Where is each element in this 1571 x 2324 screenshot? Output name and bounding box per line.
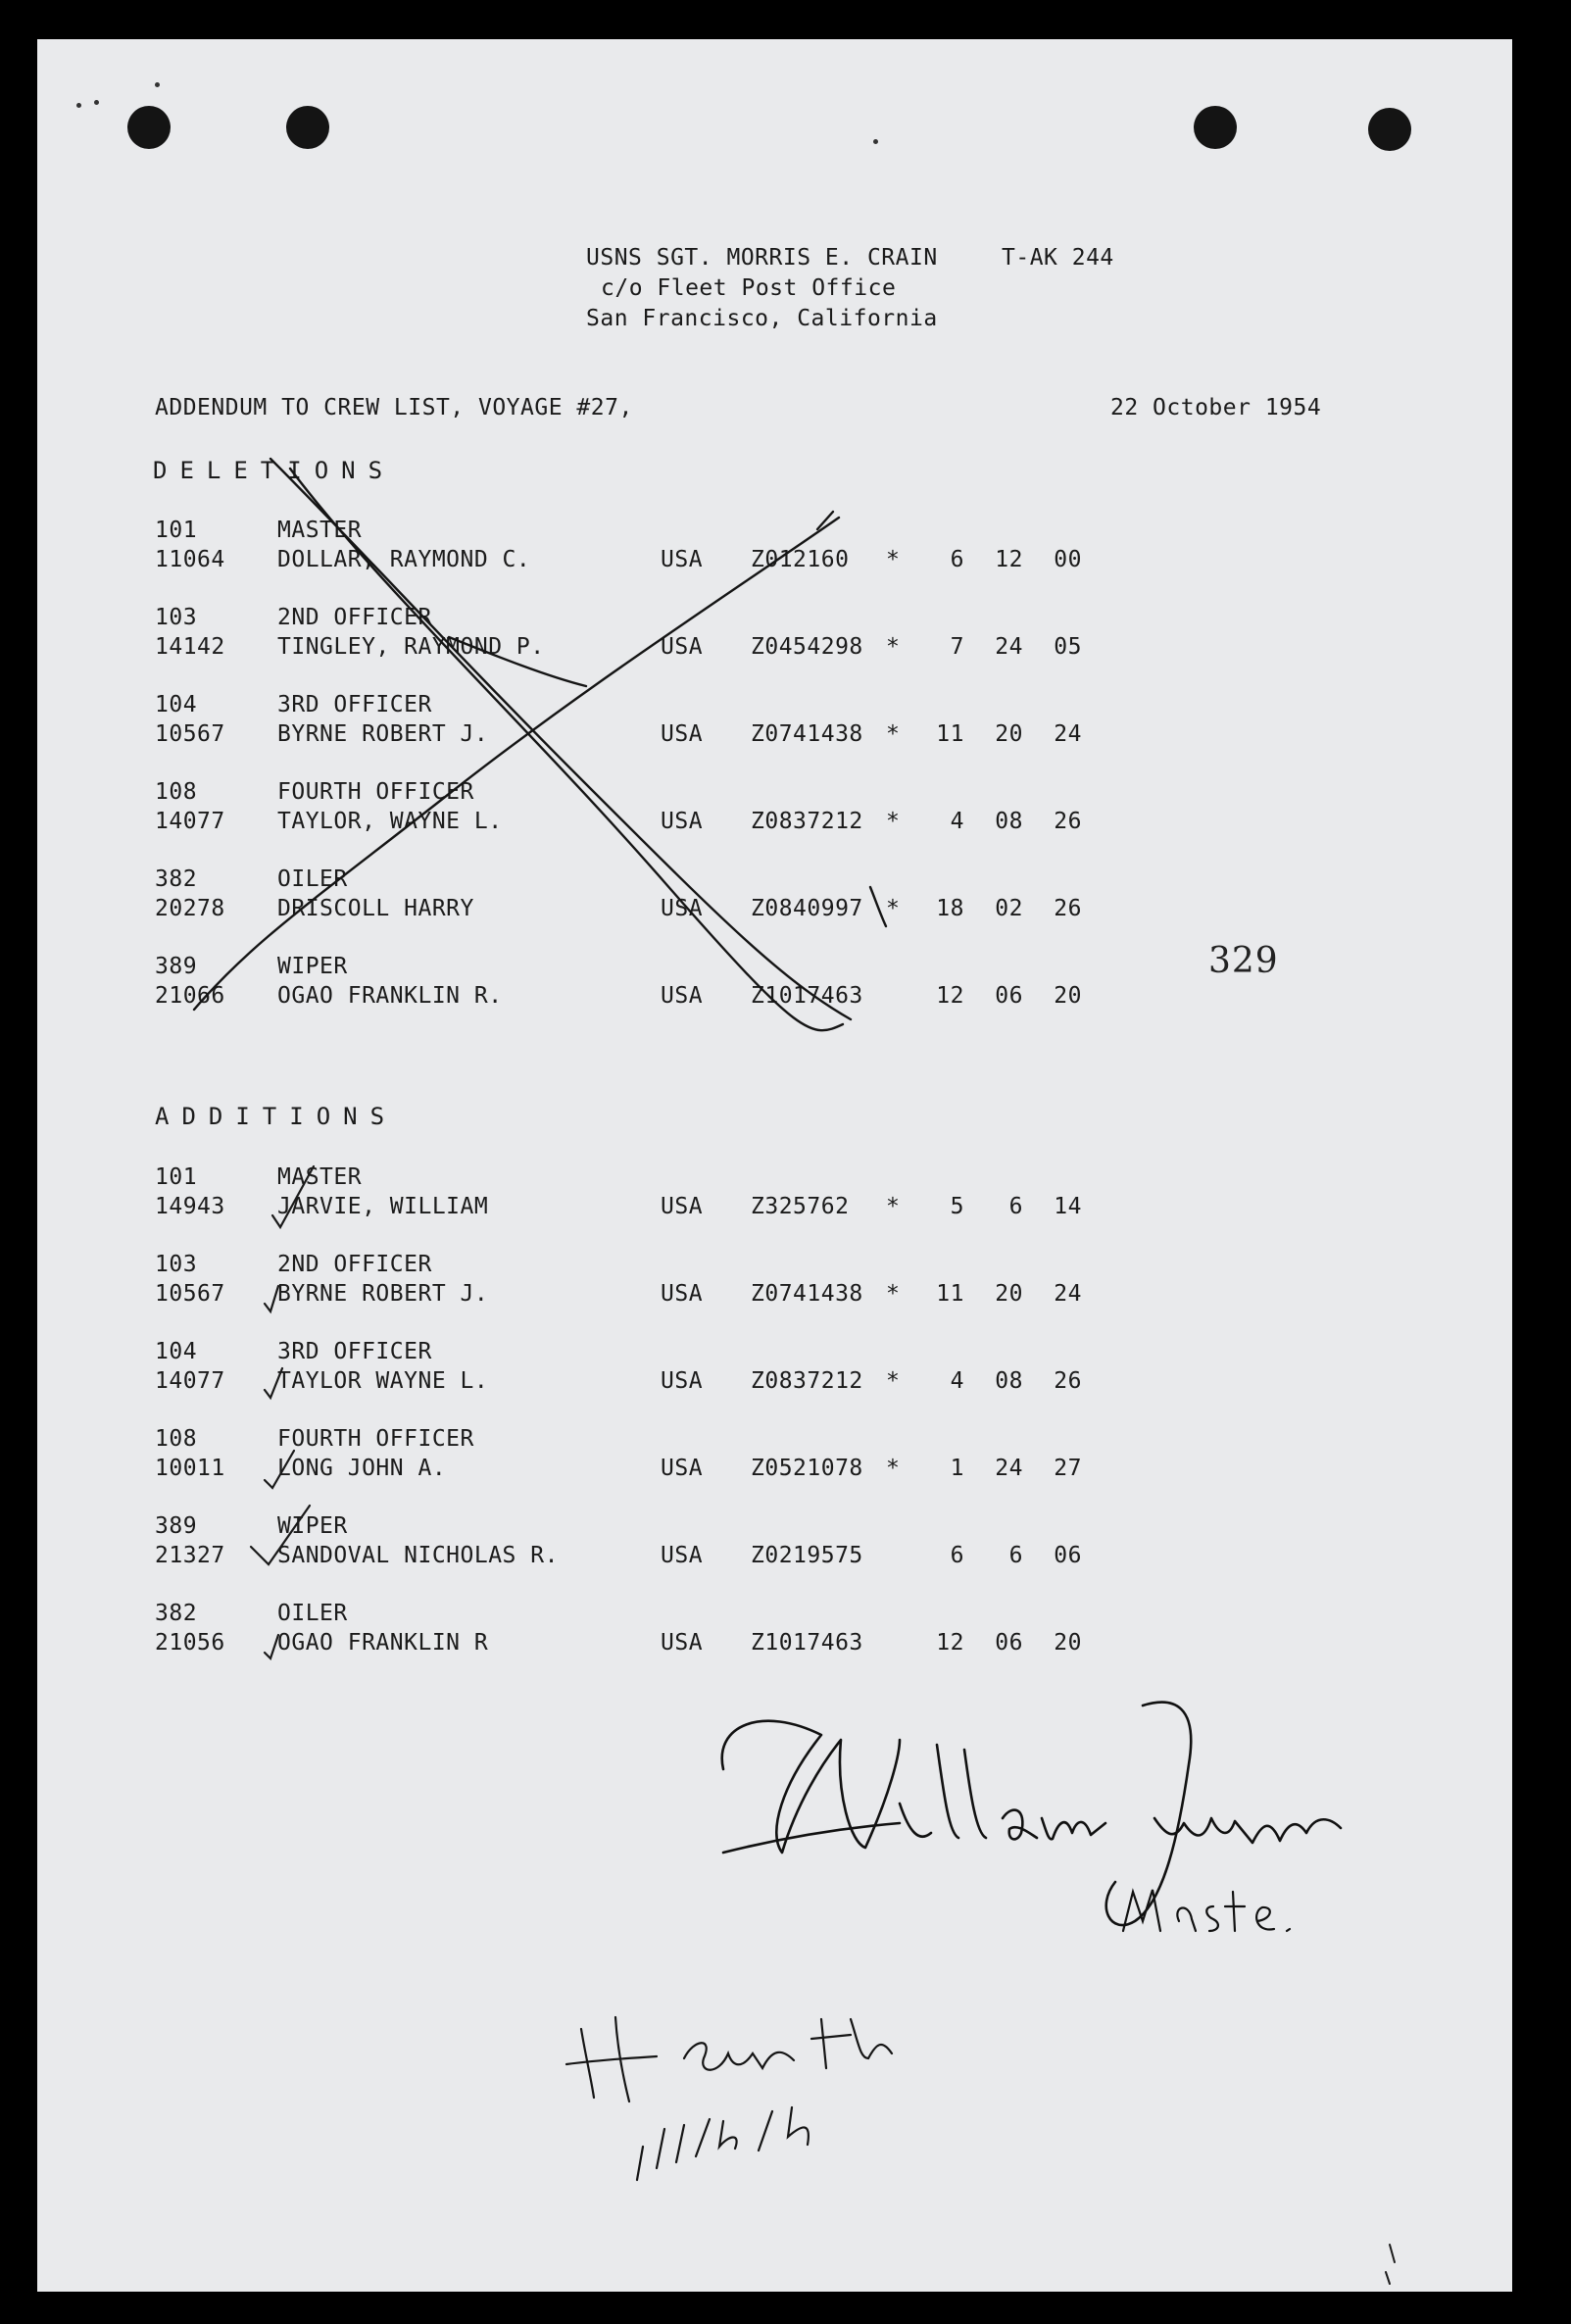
crew-position: 2ND OFFICER xyxy=(277,1252,432,1277)
crew-code: 108 xyxy=(155,1426,198,1452)
additions-heading: ADDITIONS xyxy=(155,1103,398,1130)
crew-position: MASTER xyxy=(277,518,363,543)
crew-code: 108 xyxy=(155,779,198,805)
crew-position: WIPER xyxy=(277,1513,348,1539)
crew-mark: * xyxy=(886,721,901,747)
initials-date xyxy=(637,2107,809,2180)
crew-nationality: USA xyxy=(661,896,704,921)
crew-value-1: 6 xyxy=(950,547,964,572)
crew-number: 14077 xyxy=(155,809,225,834)
crew-number: 20278 xyxy=(155,896,225,921)
handwriting-overlay xyxy=(37,39,1512,2292)
crew-value-3: 06 xyxy=(1054,1543,1082,1568)
crew-nationality: USA xyxy=(661,547,704,572)
crew-name: TAYLOR, WAYNE L. xyxy=(277,809,503,834)
crew-z-number: Z0219575 xyxy=(751,1543,863,1568)
crew-value-1: 6 xyxy=(950,1543,964,1568)
document-page xyxy=(37,39,1512,2292)
crew-position: 3RD OFFICER xyxy=(277,1339,432,1364)
crew-z-number: Z0454298 xyxy=(751,634,863,660)
crew-value-1: 5 xyxy=(950,1194,964,1219)
crew-code: 101 xyxy=(155,518,198,543)
crew-number: 11064 xyxy=(155,547,225,572)
crew-number: 14077 xyxy=(155,1368,225,1394)
crew-nationality: USA xyxy=(661,721,704,747)
crew-number: 10567 xyxy=(155,1281,225,1307)
document-date: 22 October 1954 xyxy=(1110,395,1322,420)
margin-mark xyxy=(1386,2245,1395,2284)
document-title: ADDENDUM TO CREW LIST, VOYAGE #27, xyxy=(155,395,633,420)
crew-number: 10011 xyxy=(155,1456,225,1481)
crew-mark: * xyxy=(886,634,901,660)
deletions-heading: DELETIONS xyxy=(153,457,396,484)
crew-mark: * xyxy=(886,1194,901,1219)
crew-code: 104 xyxy=(155,692,198,717)
crew-code: 382 xyxy=(155,1601,198,1626)
crew-nationality: USA xyxy=(661,1630,704,1656)
crew-mark: * xyxy=(886,1456,901,1481)
crew-value-2: 06 xyxy=(995,1630,1023,1656)
crew-value-2: 02 xyxy=(995,896,1023,921)
crew-position: OILER xyxy=(277,866,348,892)
crew-name: JARVIE, WILLIAM xyxy=(277,1194,489,1219)
crew-value-1: 12 xyxy=(936,1630,964,1656)
crew-mark: * xyxy=(886,547,901,572)
crew-value-2: 12 xyxy=(995,547,1023,572)
crew-value-1: 18 xyxy=(936,896,964,921)
cross-out-stroke xyxy=(290,469,843,1030)
crew-value-2: 20 xyxy=(995,721,1023,747)
crew-number: 21056 xyxy=(155,1630,225,1656)
crew-value-2: 24 xyxy=(995,634,1023,660)
crew-value-2: 24 xyxy=(995,1456,1023,1481)
crew-nationality: USA xyxy=(661,1194,704,1219)
crew-code: 104 xyxy=(155,1339,198,1364)
crew-value-1: 4 xyxy=(950,1368,964,1394)
crew-code: 389 xyxy=(155,954,198,979)
check-mark xyxy=(265,1451,294,1488)
crew-nationality: USA xyxy=(661,634,704,660)
crew-position: 2ND OFFICER xyxy=(277,605,432,630)
crew-value-3: 24 xyxy=(1054,1281,1082,1307)
crew-code: 103 xyxy=(155,1252,198,1277)
crew-value-1: 4 xyxy=(950,809,964,834)
cross-out-stroke xyxy=(449,637,586,686)
crew-name: LONG JOHN A. xyxy=(277,1456,447,1481)
crew-name: BYRNE ROBERT J. xyxy=(277,721,489,747)
crew-value-3: 05 xyxy=(1054,634,1082,660)
crew-mark: * xyxy=(886,809,901,834)
crew-value-2: 08 xyxy=(995,809,1023,834)
crew-name: TINGLEY, RAYMOND P. xyxy=(277,634,545,660)
crew-position: FOURTH OFFICER xyxy=(277,1426,474,1452)
crew-z-number: Z1017463 xyxy=(751,1630,863,1656)
crew-mark: * xyxy=(886,1281,901,1307)
crew-name: DRISCOLL HARRY xyxy=(277,896,474,921)
crew-number: 10567 xyxy=(155,721,225,747)
crew-nationality: USA xyxy=(661,1456,704,1481)
crew-z-number: Z0521078 xyxy=(751,1456,863,1481)
crew-nationality: USA xyxy=(661,809,704,834)
crew-position: WIPER xyxy=(277,954,348,979)
crew-z-number: Z0837212 xyxy=(751,1368,863,1394)
signature-william-jarvie xyxy=(722,1703,1341,1925)
crew-position: 3RD OFFICER xyxy=(277,692,432,717)
crew-nationality: USA xyxy=(661,1543,704,1568)
crew-value-2: 20 xyxy=(995,1281,1023,1307)
crew-value-1: 1 xyxy=(950,1456,964,1481)
crew-number: 14142 xyxy=(155,634,225,660)
crew-value-3: 24 xyxy=(1054,721,1082,747)
crew-name: SANDOVAL NICHOLAS R. xyxy=(277,1543,559,1568)
check-mark xyxy=(265,1368,282,1398)
crew-z-number: Z0741438 xyxy=(751,721,863,747)
crew-value-1: 12 xyxy=(936,983,964,1009)
crew-code: 101 xyxy=(155,1164,198,1190)
page-number: 329 xyxy=(1208,941,1279,981)
crew-nationality: USA xyxy=(661,983,704,1009)
crew-z-number: Z0741438 xyxy=(751,1281,863,1307)
crew-nationality: USA xyxy=(661,1281,704,1307)
crew-z-number: Z325762 xyxy=(751,1194,850,1219)
crew-value-3: 26 xyxy=(1054,809,1082,834)
crew-value-1: 11 xyxy=(936,721,964,747)
crew-value-2: 06 xyxy=(995,983,1023,1009)
crew-value-3: 20 xyxy=(1054,983,1082,1009)
care-of: c/o Fleet Post Office xyxy=(601,275,897,301)
crew-z-number: Z012160 xyxy=(751,547,850,572)
crew-name: DOLLAR, RAYMOND C. xyxy=(277,547,531,572)
crew-value-1: 11 xyxy=(936,1281,964,1307)
crew-value-3: 26 xyxy=(1054,1368,1082,1394)
crew-value-2: 6 xyxy=(1008,1194,1023,1219)
check-mark xyxy=(272,1166,314,1227)
crew-value-2: 6 xyxy=(1008,1543,1023,1568)
crew-mark: * xyxy=(886,896,901,921)
check-mark xyxy=(265,1286,278,1311)
cross-out-stroke xyxy=(870,887,886,926)
crew-value-3: 14 xyxy=(1054,1194,1082,1219)
crew-code: 389 xyxy=(155,1513,198,1539)
crew-code: 103 xyxy=(155,605,198,630)
crew-value-3: 26 xyxy=(1054,896,1082,921)
crew-number: 14943 xyxy=(155,1194,225,1219)
crew-name: BYRNE ROBERT J. xyxy=(277,1281,489,1307)
crew-value-1: 7 xyxy=(950,634,964,660)
crew-name: TAYLOR WAYNE L. xyxy=(277,1368,489,1394)
check-mark xyxy=(265,1635,278,1658)
crew-nationality: USA xyxy=(661,1368,704,1394)
crew-value-2: 08 xyxy=(995,1368,1023,1394)
ship-name: USNS SGT. MORRIS E. CRAIN xyxy=(586,245,938,271)
check-mark xyxy=(251,1506,310,1564)
crew-position: MASTER xyxy=(277,1164,363,1190)
crew-z-number: Z0840997 xyxy=(751,896,863,921)
crew-z-number: Z1017463 xyxy=(751,983,863,1009)
city: San Francisco, California xyxy=(586,306,938,331)
crew-position: FOURTH OFFICER xyxy=(277,779,474,805)
crew-value-3: 00 xyxy=(1054,547,1082,572)
initials-h-smith xyxy=(566,2017,892,2101)
crew-name: OGAO FRANKLIN R xyxy=(277,1630,489,1656)
signature-title-master xyxy=(1123,1890,1290,1931)
crew-name: OGAO FRANKLIN R. xyxy=(277,983,503,1009)
crew-value-3: 20 xyxy=(1054,1630,1082,1656)
crew-mark: * xyxy=(886,1368,901,1394)
crew-value-3: 27 xyxy=(1054,1456,1082,1481)
crew-position: OILER xyxy=(277,1601,348,1626)
crew-number: 21066 xyxy=(155,983,225,1009)
crew-number: 21327 xyxy=(155,1543,225,1568)
crew-z-number: Z0837212 xyxy=(751,809,863,834)
hull-number: T-AK 244 xyxy=(1002,245,1114,271)
crew-code: 382 xyxy=(155,866,198,892)
cross-out-stroke xyxy=(270,459,851,1019)
